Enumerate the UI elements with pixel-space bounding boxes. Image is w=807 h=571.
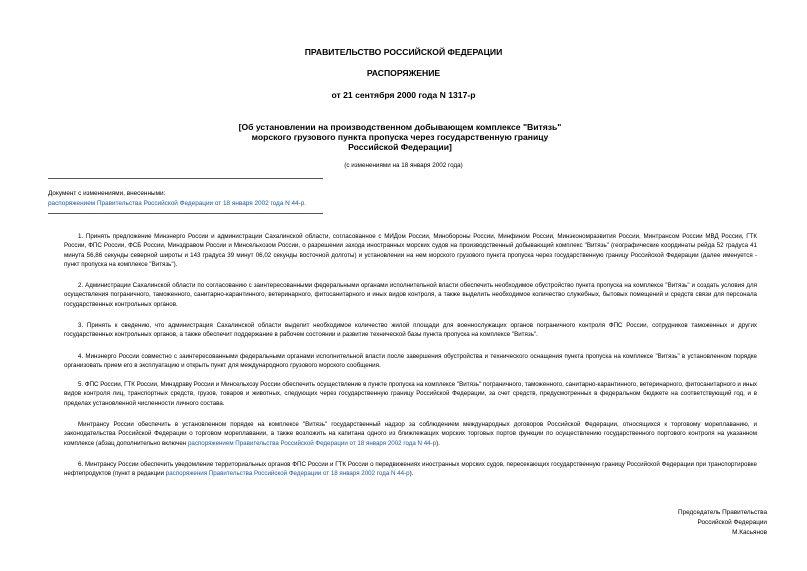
document-subject — [200, 122, 600, 152]
amendment-note — [48, 189, 306, 209]
paragraph-3: 3. Принять к сведению, что администрация Сахалинской области выделит необходимое количество жилой площади для военнослужащих органов пограничного контроля ФПС России, сотрудников таможенных и других государственных контрольных органов, а также обеспечит поддержание в рабочем состоянии и развитие технической базы пункта пропуска на комплексе "Витязь". — [64, 322, 757, 339]
paragraph-2: 2. Администрации Сахалинской области по согласованию с заинтересованными федеральными органами исполнительной власти обеспечить необходимое обустройство пункта пропуска на комплексе "Витязь" и создать условия для осуществления пограничного, таможенного, санитарно-карантинного, ветеринарного, фитосанитарного и иных видов контроля, а также выделить необходимое количество служебных, бытовых помещений и средств связи для персонала государственных контрольных органов. — [64, 282, 757, 308]
signature-line: Председатель Правительства — [678, 509, 767, 516]
paragraph-text: ). — [409, 470, 414, 478]
changes-note: (с изменениями на 18 января 2002 года) — [344, 162, 463, 169]
divider — [48, 213, 323, 214]
paragraph-text: ). — [436, 439, 440, 447]
document-type: РАСПОРЯЖЕНИЕ — [366, 68, 441, 78]
divider — [48, 178, 323, 179]
subject-line: [Об установлении на производственном добывающем комплексе "Витязь" — [238, 122, 562, 132]
signature-line: Российской Федерации — [697, 519, 767, 526]
subject-line: морского грузового пункта пропуска через государственную границу — [251, 132, 549, 142]
paragraph-1: 1. Принять предложение Минэнерго России и администрации Сахалинской области, согласованное с МИДом России, Минобороны России, Минфином России, Минэкономразвития России, Минтрансом России МВД России, ГТК России, ФПС России, ФСБ России, Минздравом России и Минсельхозом России, о разрешении захода иностранных морских судов на производственный добывающий комплекс "Витязь" (географические координаты рейда 52 градуса 41 минута 56,86 секунды северной широты и 143 градуса 39 минут 06,02 секунды восточной долготы) и установлении на нем морского грузового пункта пропуска через государственную границу Российской Федерации (далее именуется - пункт пропуска на комплексе "Витязь"). — [64, 233, 757, 269]
government-title: ПРАВИТЕЛЬСТВО РОССИЙСКОЙ ФЕДЕРАЦИИ — [304, 47, 503, 57]
paragraph-text: Минтрансу России обеспечить в установленном порядке на комплексе "Витязь" государственный надзор за соблюдением международных договоров Российской Федерации, относящихся к торговому мореплаванию, и законодательства Российской Федерации о торговом мореплавании, а также возложить на капитана одного из ближлежащих морских торговых портов функции по осуществлению государственного портового контроля на указанном комплексе (абзац дополнительно включен — [64, 421, 757, 447]
paragraph-4: 4. Минэнерго России совместно с заинтересованными федеральными органами исполнительной власти после завершения обустройства и технического оснащения пункта пропуска на комплексе "Витязь" в установленном порядке организовать прием его в эксплуатацию и открыть пункт для международного грузового морского сообщения. — [64, 353, 757, 370]
subject-line: Российской Федерации] — [348, 142, 452, 152]
amendment-link[interactable]: распоряжения Правительства Российской Федерации от 18 января 2002 года N 44-р — [165, 470, 410, 478]
paragraph-text: 6. Минтрансу России обеспечить уведомление территориальных органов ФПС России и ГТК России о передвижениях иностранных морских судов, пересекающих государственную границу Российской Федерации при транспортировке нефтепродуктов (пункт в редакции — [64, 461, 757, 478]
amendment-label: Документ с изменениями, внесенными: — [48, 190, 166, 197]
paragraph-5-addendum — [64, 420, 757, 448]
paragraph-5: 5. ФПС России, ГТК России, Минздраву России и Минсельхозу России обеспечить осуществление в пункте пропуска на комплексе "Витязь" пограничного, таможенного, санитарно-карантинного, ветеринарного, фитосанитарного и иных видов контроля лиц, транспортных средств, грузов, товаров и животных, следующих через государственную границу Российской Федерации, за счет средств, предусмотренных в федеральном бюджете на соответствующий год, и в пределах установленной численности личного состава. — [64, 381, 757, 407]
amendment-link[interactable]: распоряжением Правительства Российской Федерации от 18 января 2002 года N 44-р — [187, 439, 437, 447]
paragraph-6 — [64, 460, 757, 479]
signature-block — [678, 508, 767, 538]
document-date-number: от 21 сентября 2000 года N 1317-р — [331, 90, 476, 100]
amendment-link[interactable]: распоряжением Правительства Российской Федерации от 18 января 2002 года N 44-р. — [48, 200, 307, 207]
signature-line: М.Касьянов — [732, 529, 767, 536]
